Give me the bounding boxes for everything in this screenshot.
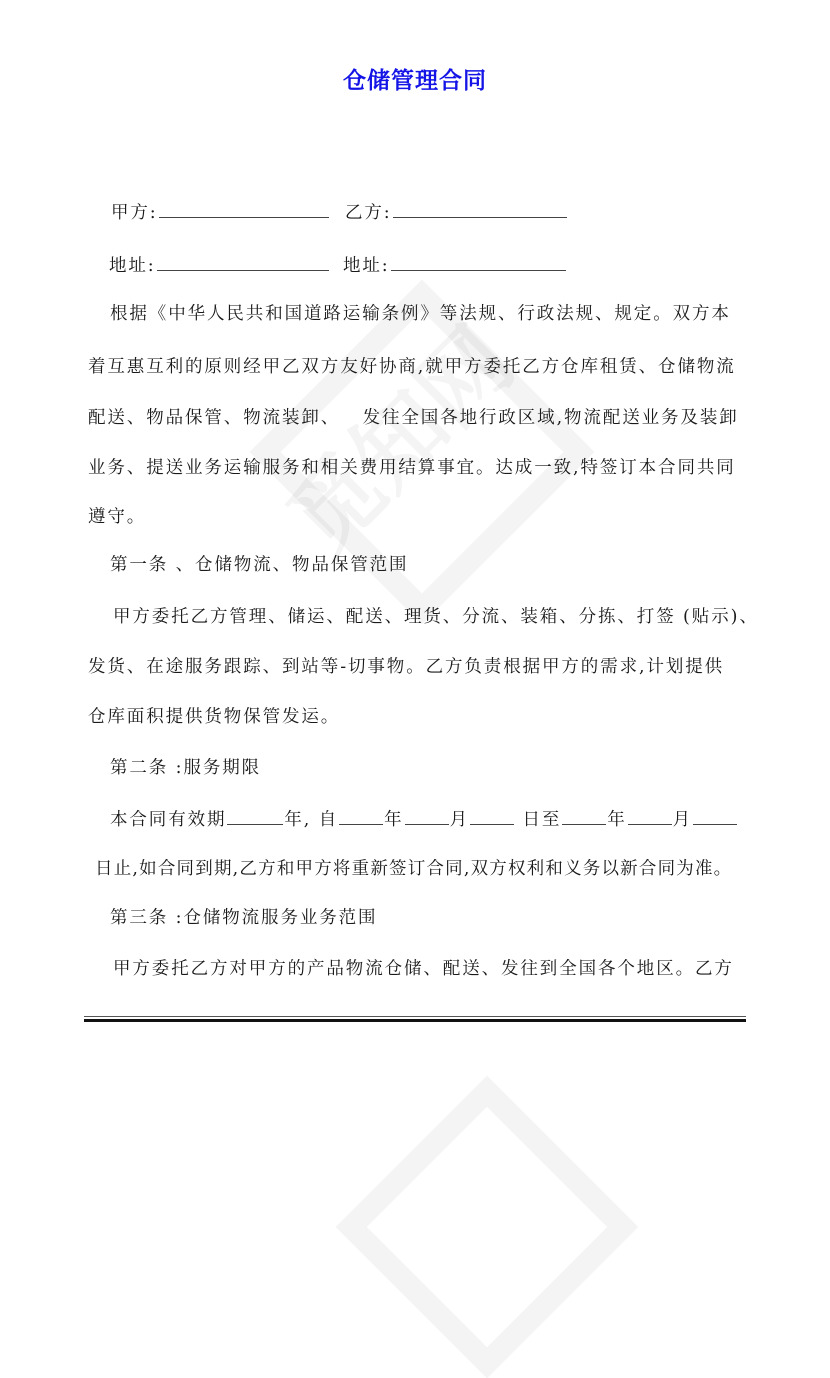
article-2-term-line — [110, 806, 738, 832]
term-prefix: 本合同有效期 — [110, 810, 227, 830]
party-a-line — [111, 199, 330, 225]
end-day-field[interactable] — [693, 806, 737, 825]
term-year-label: 年, — [284, 810, 312, 830]
article-1-line: 发货、在途服务跟踪、到站等-切事物。乙方负责根据甲方的需求,计划提供 — [88, 657, 725, 677]
start-day-to-label: 日至 — [522, 810, 562, 830]
article-2-line: 日止,如合同到期,乙方和甲方将重新签订合同,双方权利和义务以新合同为准。 — [95, 859, 733, 879]
party-b-line — [345, 199, 568, 225]
address-a-label: 地址: — [109, 256, 156, 276]
end-month-field[interactable] — [628, 806, 672, 825]
page-divider — [84, 1016, 746, 1022]
article-1-line: 仓库面积提供货物保管发运。 — [88, 707, 341, 727]
start-month-field[interactable] — [405, 806, 449, 825]
article-3-line: 甲方委托乙方对甲方的产品物流仓储、配送、发往到全国各个地区。乙方 — [113, 959, 734, 979]
term-from-label: 自 — [318, 810, 339, 830]
watermark-diamond-bottom — [336, 1076, 639, 1378]
end-month-label: 月 — [672, 810, 693, 830]
start-year-label: 年 — [384, 810, 404, 830]
end-year-label: 年 — [607, 810, 627, 830]
start-year-field[interactable] — [339, 806, 383, 825]
article-2-heading: 第二条 :服务期限 — [110, 758, 262, 778]
term-years-field[interactable] — [227, 806, 283, 825]
party-a-field[interactable] — [159, 199, 329, 218]
address-b-line — [343, 252, 567, 278]
start-month-label: 月 — [449, 810, 469, 830]
end-year-field[interactable] — [562, 806, 606, 825]
address-b-field[interactable] — [391, 252, 566, 271]
start-day-field[interactable] — [470, 806, 514, 825]
preamble-line: 业务、提送业务运输服务和相关费用结算事宜。达成一致,特签订本合同共同 — [88, 458, 736, 478]
party-a-label: 甲方: — [111, 203, 158, 223]
article-1-line: 甲方委托乙方管理、储运、配送、理货、分流、装箱、分拣、打签 (贴示)、 — [113, 607, 759, 627]
preamble-line: 遵守。 — [88, 507, 147, 527]
preamble-line: 配送、物品保管、物流装卸、 发往全国各地行政区域,物流配送业务及装卸 — [88, 408, 739, 428]
party-b-field[interactable] — [393, 199, 567, 218]
article-1-heading: 第一条 、仓储物流、物品保管范围 — [110, 555, 409, 575]
watermark-text — [254, 294, 537, 577]
address-b-label: 地址: — [343, 256, 390, 276]
preamble-line: 根据《中华人民共和国道路运输条例》等法规、行政法规、规定。双方本 — [110, 304, 731, 324]
party-b-label: 乙方: — [345, 203, 392, 223]
address-a-line — [109, 252, 330, 278]
address-a-field[interactable] — [157, 252, 329, 271]
preamble-line: 着互惠互利的原则经甲乙双方友好协商,就甲方委托乙方仓库租赁、仓储物流 — [88, 357, 736, 377]
article-3-heading: 第三条 :仓储物流服务业务范围 — [110, 908, 378, 928]
document-title: 仓储管理合同 — [343, 68, 487, 94]
